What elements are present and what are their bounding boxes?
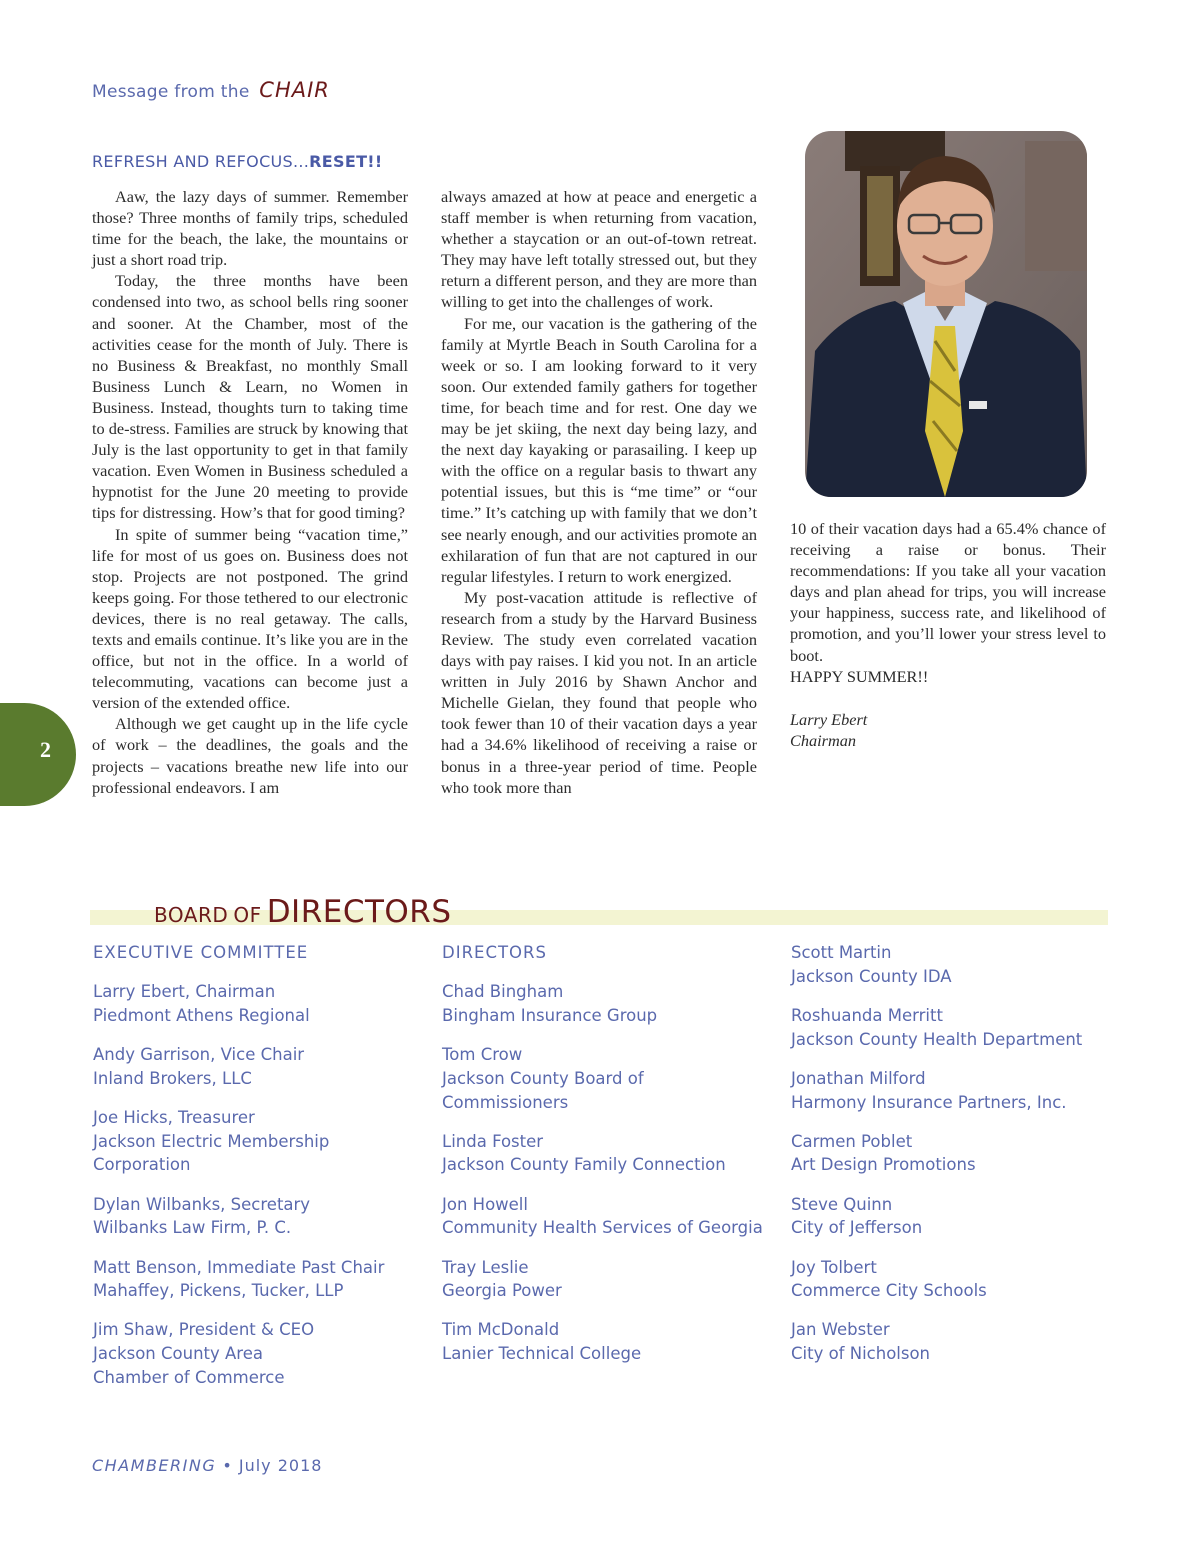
member-org: Lanier Technical College xyxy=(442,1344,642,1364)
executive-committee-title: EXECUTIVE COMMITTEE xyxy=(93,943,309,962)
page-number: 2 xyxy=(40,737,51,762)
list-item xyxy=(93,980,423,1027)
member-org: Jackson Electric Membership Corporation xyxy=(93,1131,330,1175)
list-item xyxy=(791,1067,1121,1114)
article-column-2 xyxy=(441,186,757,798)
member-org: Chamber of Commerce xyxy=(93,1367,285,1387)
executive-committee-column xyxy=(93,941,423,1405)
member-name: Dylan Wilbanks, Secretary xyxy=(93,1194,311,1214)
section-header xyxy=(92,78,330,102)
member-name: Roshuanda Merritt xyxy=(791,1005,943,1025)
list-item xyxy=(442,1043,772,1114)
headline-bold: RESET!! xyxy=(309,152,383,171)
directors-title: DIRECTORS xyxy=(442,943,547,962)
paragraph: always amazed at how at peace and energetic a staff member is when returning from vacation, whether a staycation or an out-of-town retreat. They may have left totally stressed out, but they return a different person, and they are more than willing to get into the challenges of work. xyxy=(441,187,757,312)
issue-date: July 2018 xyxy=(238,1456,323,1475)
list-item xyxy=(93,1318,423,1389)
member-org: Jackson County Health Department xyxy=(791,1029,1083,1049)
article-column-3 xyxy=(790,518,1106,751)
directors-column-1 xyxy=(442,941,772,1381)
closing-line: HAPPY SUMMER!! xyxy=(790,666,929,686)
member-org: Bingham Insurance Group xyxy=(442,1005,658,1025)
member-name: Chad Bingham xyxy=(442,982,564,1002)
list-item xyxy=(93,1043,423,1090)
list-item xyxy=(791,1318,1121,1365)
list-item xyxy=(791,1193,1121,1240)
member-name: Matt Benson, Immediate Past Chair xyxy=(93,1257,385,1277)
paragraph: Aaw, the lazy days of summer. Remember those? Three months of family trips, scheduled time for the beach, the lake, the mountains or just a short road trip. xyxy=(92,187,408,270)
board-title-word: BOARD xyxy=(154,903,229,927)
list-item xyxy=(791,1004,1121,1051)
member-name: Andy Garrison, Vice Chair xyxy=(93,1045,305,1065)
list-item xyxy=(442,1193,772,1240)
paragraph: For me, our vacation is the gathering of the family at Myrtle Beach in South Carolina for a week or so. I am looking forward to it very soon. Our extended family gathers for together time, for beach time and for rest. One day we may be jet skiing, the next day being lazy, and the next day kayaking or parasailing. I keep up with the office on a regular basis to thwart any potential issues, but this is “me time” or “our time.” It’s catching up with family that we don’t see nearly enough, and our activities promote an exhilaration of fun that are not captured in our regular lifestyles. I return to work energized. xyxy=(441,313,757,586)
signature-title: Chairman xyxy=(790,730,857,750)
member-name: Joy Tolbert xyxy=(791,1257,877,1277)
member-org: Community Health Services of Georgia xyxy=(442,1218,763,1238)
article-headline xyxy=(92,152,382,171)
member-org: Mahaffey, Pickens, Tucker, LLP xyxy=(93,1281,344,1301)
page-number-tab xyxy=(0,703,76,806)
list-item xyxy=(93,1193,423,1240)
member-name: Jon Howell xyxy=(442,1194,528,1214)
member-org: Jackson County Area xyxy=(93,1344,263,1364)
member-name: Jonathan Milford xyxy=(791,1068,926,1088)
publication-name: CHAMBERING xyxy=(92,1456,217,1475)
paragraph: Although we get caught up in the life cycle of work – the deadlines, the goals and the projects – vacations breathe new life into our professional endeavors. I am xyxy=(92,714,408,797)
list-item xyxy=(93,1256,423,1303)
list-item xyxy=(93,1106,423,1177)
paragraph: My post-vacation attitude is reflective of research from a study by the Harvard Business Review. The study even correlated vacation days with pay raises. I kid you not. In an article written in July 2016 by Shawn Anchor and Michelle Gielan, they found that people who took fewer than 10 of their vacation days a year had a 34.6% likelihood of receiving a raise or bonus in a three-year period of time. People who took more than xyxy=(441,587,757,797)
member-name: Linda Foster xyxy=(442,1131,544,1151)
member-name: Jim Shaw, President & CEO xyxy=(93,1320,315,1340)
member-org: City of Nicholson xyxy=(791,1344,931,1364)
member-name: Tom Crow xyxy=(442,1045,523,1065)
list-item xyxy=(442,1256,772,1303)
board-title-word: OF xyxy=(233,903,262,927)
member-name: Scott Martin xyxy=(791,943,892,962)
page-footer xyxy=(92,1456,322,1475)
board-title-main: DIRECTORS xyxy=(266,894,452,930)
list-item xyxy=(791,1256,1121,1303)
member-org: Commerce City Schools xyxy=(791,1281,987,1301)
footer-separator: • xyxy=(222,1456,233,1475)
signature xyxy=(790,709,1106,751)
signature-name: Larry Ebert xyxy=(790,709,868,729)
header-prefix: Message from the xyxy=(92,82,250,102)
chairman-photo xyxy=(805,131,1087,497)
member-org: Art Design Promotions xyxy=(791,1155,976,1175)
member-name: Carmen Poblet xyxy=(791,1131,913,1151)
member-org: City of Jefferson xyxy=(791,1218,923,1238)
member-org: Jackson County IDA xyxy=(791,966,952,986)
header-highlight: CHAIR xyxy=(259,78,330,102)
member-name: Jan Webster xyxy=(791,1320,890,1340)
member-org: Wilbanks Law Firm, P. C. xyxy=(93,1218,292,1238)
list-item xyxy=(442,1130,772,1177)
member-name: Larry Ebert, Chairman xyxy=(93,982,276,1002)
list-item xyxy=(791,941,1121,988)
board-title xyxy=(154,894,452,930)
member-org: Inland Brokers, LLC xyxy=(93,1068,252,1088)
member-name: Joe Hicks, Treasurer xyxy=(93,1108,255,1128)
article-column-1 xyxy=(92,186,408,798)
directors-column-2 xyxy=(791,941,1121,1381)
paragraph: 10 of their vacation days had a 65.4% chance of receiving a raise or bonus. Their recommendations: If you take all your vacation days and plan ahead for trips, you will increase your happiness, success rate, and likelihood of promotion, and you’ll lower your stress level to boot. xyxy=(790,519,1106,665)
list-item xyxy=(791,1130,1121,1177)
member-org: Harmony Insurance Partners, Inc. xyxy=(791,1092,1067,1112)
member-org: Georgia Power xyxy=(442,1281,562,1301)
headline-main: REFRESH AND REFOCUS... xyxy=(92,152,310,171)
member-org: Jackson County Board of Commissioners xyxy=(442,1068,644,1112)
list-item xyxy=(442,980,772,1027)
paragraph: Today, the three months have been condensed into two, as school bells ring sooner and sooner. At the Chamber, most of the activities cease for the month of July. There is no Business & Breakfast, no monthly Small Business Lunch & Learn, no Women in Business. Instead, thoughts turn to taking time to de-stress. Families are struck by knowing that July is the last opportunity to get in that family vacation. Even Women in Business scheduled a hypnotist for the June 20 meeting to provide tips for distressing. How’s that for good timing? xyxy=(92,271,408,523)
list-item xyxy=(442,1318,772,1365)
member-name: Steve Quinn xyxy=(791,1194,893,1214)
member-org: Jackson County Family Connection xyxy=(442,1155,726,1175)
member-org: Piedmont Athens Regional xyxy=(93,1005,310,1025)
member-name: Tray Leslie xyxy=(442,1257,529,1277)
paragraph: In spite of summer being “vacation time,” life for most of us goes on. Business does not stop. Projects are not postponed. The grind keeps going. For those tethered to our electronic devices, there is no real getaway. The calls, texts and emails continue. It’s like you are in the office, but not in the office. In a world of telecommuting, vacations can become just a version of the extended office. xyxy=(92,524,408,713)
member-name: Tim McDonald xyxy=(442,1320,560,1340)
